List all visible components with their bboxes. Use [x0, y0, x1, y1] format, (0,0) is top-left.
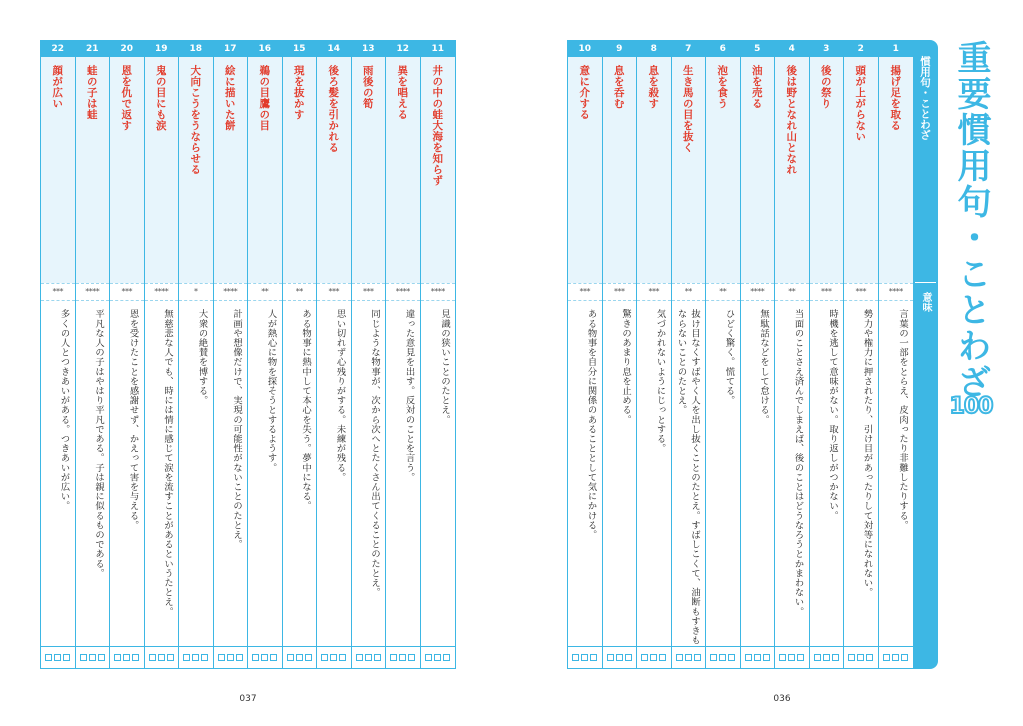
review-checkbox[interactable]: [892, 654, 899, 661]
idiom-phrase: 蛙の子は蛙: [76, 57, 110, 283]
importance-stars: **: [775, 283, 809, 301]
review-checkbox[interactable]: [857, 654, 864, 661]
review-checkbox[interactable]: [374, 654, 381, 661]
idiom-phrase: 息を殺す: [637, 57, 671, 283]
review-checkbox[interactable]: [676, 654, 683, 661]
review-checkbox[interactable]: [183, 654, 190, 661]
importance-stars: ****: [214, 283, 248, 301]
section-side-tab: [913, 40, 938, 669]
idiom-entry: [76, 41, 111, 668]
entry-number: 2: [844, 41, 878, 57]
review-checkboxes: [844, 646, 878, 668]
idiom-entry: [145, 41, 180, 668]
idiom-meaning: 言葉の一部をとらえ、皮肉ったり非難したりする。: [897, 309, 908, 530]
idiom-entry: [214, 41, 249, 668]
review-checkboxes: [317, 646, 351, 668]
review-checkbox[interactable]: [261, 654, 268, 661]
review-checkbox[interactable]: [158, 654, 165, 661]
importance-stars: **: [283, 283, 317, 301]
review-checkbox[interactable]: [54, 654, 61, 661]
review-checkbox[interactable]: [408, 654, 415, 661]
idiom-entry: [844, 41, 879, 668]
idiom-meaning: 無駄話などをして怠ける。: [758, 309, 769, 425]
review-checkbox[interactable]: [848, 654, 855, 661]
page-number-right: 036: [773, 694, 791, 704]
idiom-meaning: 人が熱心に物を探そうとするようす。: [265, 309, 277, 473]
idiom-meaning: 見識の狭いことのたとえ。: [439, 309, 450, 425]
entry-number: 1: [879, 41, 914, 57]
importance-stars: ****: [879, 283, 914, 301]
review-checkbox[interactable]: [832, 654, 839, 661]
review-checkbox[interactable]: [866, 654, 873, 661]
review-checkboxes: [41, 646, 75, 668]
idiom-phrase: 生き馬の目を抜く: [672, 57, 706, 283]
idiom-phrase: 鵜の目鷹の目: [248, 57, 282, 283]
idiom-phrase: 後は野となれ山となれ: [775, 57, 809, 283]
review-checkbox[interactable]: [149, 654, 156, 661]
review-checkboxes: [810, 646, 844, 668]
idiom-entry: [283, 41, 318, 668]
review-checkbox[interactable]: [659, 654, 666, 661]
idiom-meaning: 多くの人とつきあいがある。つきあいが広い。: [58, 309, 70, 511]
importance-stars: ***: [317, 283, 351, 301]
page-number-left: 037: [239, 694, 257, 704]
idiom-entry: [352, 41, 387, 668]
review-checkbox[interactable]: [236, 654, 243, 661]
idiom-phrase: 顔が広い: [41, 57, 75, 283]
idiom-entry: [317, 41, 352, 668]
idiom-table-right: [567, 40, 914, 669]
idiom-phrase: 息を呑む: [603, 57, 637, 283]
review-checkbox[interactable]: [339, 654, 346, 661]
entry-number: 5: [741, 41, 775, 57]
review-checkboxes: [603, 646, 637, 668]
review-checkbox[interactable]: [114, 654, 121, 661]
idiom-phrase: 異を唱える: [386, 57, 420, 283]
idiom-phrase: 恩を仇で返す: [110, 57, 144, 283]
review-checkboxes: [283, 646, 317, 668]
idiom-entry: [179, 41, 214, 668]
page-title-number: 100: [949, 394, 993, 419]
review-checkbox[interactable]: [80, 654, 87, 661]
review-checkbox[interactable]: [356, 654, 363, 661]
review-checkbox[interactable]: [45, 654, 52, 661]
idiom-meaning: 思い切れず心残りがする。未練が残る。: [334, 309, 346, 482]
idiom-phrase: 後ろ髪を引かれる: [317, 57, 351, 283]
entry-number: 4: [775, 41, 809, 57]
idiom-meaning: 抜け目なくすばやく人を出し抜くことのたとえ。すばしこくて、油断もすきもならないことのたとえ。: [675, 309, 700, 645]
review-checkboxes: [352, 646, 386, 668]
side-tab-divider: [915, 282, 936, 283]
importance-stars: *: [179, 283, 213, 301]
review-checkbox[interactable]: [252, 654, 259, 661]
review-checkbox[interactable]: [390, 654, 397, 661]
importance-stars: ***: [352, 283, 386, 301]
review-checkbox[interactable]: [287, 654, 294, 661]
review-checkbox[interactable]: [296, 654, 303, 661]
entry-number: 19: [145, 41, 179, 57]
entry-number: 18: [179, 41, 213, 57]
review-checkbox[interactable]: [572, 654, 579, 661]
idiom-entry: [386, 41, 421, 668]
review-checkbox[interactable]: [883, 654, 890, 661]
importance-stars: ****: [421, 283, 456, 301]
review-checkbox[interactable]: [270, 654, 277, 661]
page-title: 重要慣用句・ことわざ: [951, 40, 991, 400]
idiom-entry: [603, 41, 638, 668]
review-checkbox[interactable]: [132, 654, 139, 661]
entry-number: 10: [568, 41, 602, 57]
entry-number: 22: [41, 41, 75, 57]
review-checkboxes: [145, 646, 179, 668]
importance-stars: ***: [41, 283, 75, 301]
review-checkboxes: [386, 646, 420, 668]
idiom-phrase: 雨後の筍: [352, 57, 386, 283]
review-checkbox[interactable]: [443, 654, 450, 661]
importance-stars: ***: [603, 283, 637, 301]
review-checkbox[interactable]: [63, 654, 70, 661]
review-checkbox[interactable]: [650, 654, 657, 661]
review-checkbox[interactable]: [710, 654, 717, 661]
review-checkbox[interactable]: [365, 654, 372, 661]
idiom-entry: [775, 41, 810, 668]
entry-number: 17: [214, 41, 248, 57]
review-checkbox[interactable]: [201, 654, 208, 661]
idiom-phrase: 泡を食う: [706, 57, 740, 283]
idiom-entry: [110, 41, 145, 668]
idiom-entry: [810, 41, 845, 668]
idiom-meaning: 勢力や権力に押されたり、引け目があったりして対等になれない。: [861, 309, 873, 597]
review-checkboxes: [110, 646, 144, 668]
idiom-phrase: 意に介する: [568, 57, 602, 283]
idiom-meaning: 恩を受けたことを感謝せず、かえって害を与える。: [127, 309, 139, 530]
review-checkbox[interactable]: [779, 654, 786, 661]
entry-number: 20: [110, 41, 144, 57]
importance-stars: **: [672, 283, 706, 301]
idiom-meaning: 大衆の絶賛を博する。: [196, 309, 208, 405]
importance-stars: ***: [637, 283, 671, 301]
review-checkboxes: [568, 646, 602, 668]
idiom-phrase: 揚げ足を取る: [879, 57, 914, 283]
review-checkboxes: [879, 646, 914, 668]
importance-stars: **: [248, 283, 282, 301]
importance-stars: ****: [741, 283, 775, 301]
entry-number: 6: [706, 41, 740, 57]
review-checkboxes: [637, 646, 671, 668]
idiom-phrase: 井の中の蛙大海を知らず: [421, 57, 456, 283]
importance-stars: **: [706, 283, 740, 301]
idiom-phrase: 大向こうをうならせる: [179, 57, 213, 283]
review-checkbox[interactable]: [823, 654, 830, 661]
entry-number: 11: [421, 41, 456, 57]
review-checkboxes: [76, 646, 110, 668]
idiom-phrase: 後の祭り: [810, 57, 844, 283]
review-checkboxes: [179, 646, 213, 668]
review-checkbox[interactable]: [581, 654, 588, 661]
review-checkbox[interactable]: [719, 654, 726, 661]
review-checkbox[interactable]: [745, 654, 752, 661]
review-checkbox[interactable]: [305, 654, 312, 661]
entry-number: 15: [283, 41, 317, 57]
review-checkbox[interactable]: [763, 654, 770, 661]
review-checkboxes: [741, 646, 775, 668]
review-checkbox[interactable]: [399, 654, 406, 661]
review-checkbox[interactable]: [797, 654, 804, 661]
idiom-entry: [637, 41, 672, 668]
review-checkboxes: [672, 646, 706, 668]
review-checkbox[interactable]: [607, 654, 614, 661]
entry-number: 7: [672, 41, 706, 57]
entry-number: 21: [76, 41, 110, 57]
idiom-meaning: 違った意見を出す。反対のことを言う。: [403, 309, 415, 482]
review-checkbox[interactable]: [616, 654, 623, 661]
review-checkbox[interactable]: [98, 654, 105, 661]
entry-number: 13: [352, 41, 386, 57]
importance-stars: ***: [810, 283, 844, 301]
review-checkbox[interactable]: [814, 654, 821, 661]
idiom-entry: [421, 41, 456, 668]
idiom-entry: [248, 41, 283, 668]
idiom-meaning: ある物事に熱中して本心を失う。夢中になる。: [300, 309, 311, 511]
review-checkbox[interactable]: [788, 654, 795, 661]
review-checkbox[interactable]: [192, 654, 199, 661]
idiom-phrase: 油を売る: [741, 57, 775, 283]
idiom-meaning: 計画や想像だけで、実現の可能性がないことのたとえ。: [231, 309, 242, 549]
review-checkbox[interactable]: [167, 654, 174, 661]
idiom-meaning: ひどく驚く。慌てる。: [723, 309, 735, 405]
importance-stars: ***: [844, 283, 878, 301]
idiom-table-left: [40, 40, 456, 669]
review-checkbox[interactable]: [434, 654, 441, 661]
review-checkbox[interactable]: [694, 654, 701, 661]
idiom-meaning: 当面のことさえ済んでしまえば、後のことはどうなろうとかまわない。: [792, 309, 804, 617]
review-checkbox[interactable]: [218, 654, 225, 661]
importance-stars: ****: [76, 283, 110, 301]
entry-number: 3: [810, 41, 844, 57]
idiom-phrase: 鬼の目にも涙: [145, 57, 179, 283]
idiom-meaning: 時機を逃して意味がない。取り返しがつかない。: [827, 309, 838, 521]
review-checkbox[interactable]: [901, 654, 908, 661]
idiom-phrase: 頭が上がらない: [844, 57, 878, 283]
review-checkboxes: [214, 646, 248, 668]
idiom-entry: [672, 41, 707, 668]
idiom-meaning: 無慈悲な人でも、時には情に感じて涙を流すことがあるというたとえ。: [162, 309, 173, 617]
entry-number: 16: [248, 41, 282, 57]
review-checkbox[interactable]: [330, 654, 337, 661]
idiom-entry: [879, 41, 914, 668]
entry-number: 9: [603, 41, 637, 57]
review-checkboxes: [421, 646, 456, 668]
entry-number: 12: [386, 41, 420, 57]
review-checkbox[interactable]: [625, 654, 632, 661]
review-checkbox[interactable]: [227, 654, 234, 661]
review-checkbox[interactable]: [754, 654, 761, 661]
meaning-column-label: 意味: [920, 292, 931, 312]
idiom-meaning: 驚きのあまり息を止める。: [620, 309, 631, 425]
entry-number: 8: [637, 41, 671, 57]
review-checkbox[interactable]: [685, 654, 692, 661]
review-checkbox[interactable]: [590, 654, 597, 661]
review-checkboxes: [775, 646, 809, 668]
idiom-meaning: 平凡な人の子はやはり平凡である。子は親に似るものである。: [93, 309, 104, 578]
idiom-entry: [741, 41, 776, 668]
review-checkbox[interactable]: [123, 654, 130, 661]
idiom-phrase: 絵に描いた餅: [214, 57, 248, 283]
review-checkboxes: [706, 646, 740, 668]
review-checkbox[interactable]: [641, 654, 648, 661]
importance-stars: ***: [568, 283, 602, 301]
review-checkbox[interactable]: [321, 654, 328, 661]
idiom-entry: [706, 41, 741, 668]
review-checkboxes: [248, 646, 282, 668]
review-checkbox[interactable]: [425, 654, 432, 661]
importance-stars: ****: [145, 283, 179, 301]
idiom-meaning: 同じような物事が、次から次へとたくさん出てくることのたとえ。: [369, 309, 380, 597]
idiom-phrase: 現を抜かす: [283, 57, 317, 283]
review-checkbox[interactable]: [728, 654, 735, 661]
idiom-meaning: 気づかれないようにじっとする。: [654, 309, 666, 453]
entry-number: 14: [317, 41, 351, 57]
idiom-entry: [41, 41, 76, 668]
importance-stars: ****: [386, 283, 420, 301]
section-tab-label: 慣用句・ことわざ: [919, 56, 931, 140]
idiom-meaning: ある物事を自分に関係のあることとして気にかける。: [585, 309, 597, 540]
review-checkbox[interactable]: [89, 654, 96, 661]
importance-stars: ***: [110, 283, 144, 301]
idiom-entry: [568, 41, 603, 668]
